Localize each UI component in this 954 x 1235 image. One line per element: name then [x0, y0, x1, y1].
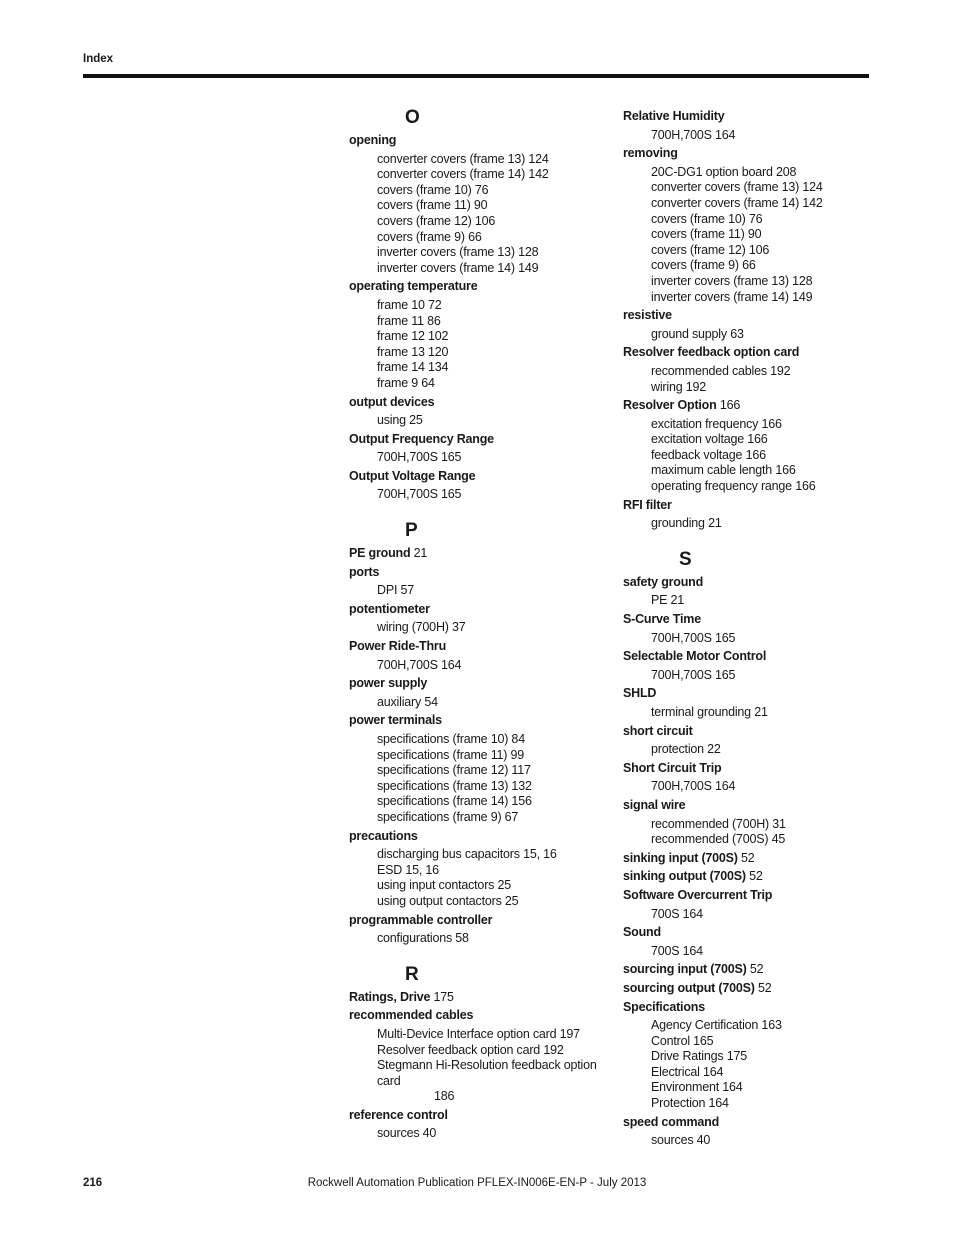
index-subentry: 700S 164 [651, 906, 703, 921]
index-term-pages: 175 [433, 989, 454, 1004]
index-term-label: Output Voltage Range [349, 468, 476, 483]
index-term-label: Short Circuit Trip [623, 760, 722, 775]
index-term [623, 1115, 863, 1131]
index-subentry: recommended (700H) 31 [651, 816, 786, 831]
index-letter-group [349, 963, 609, 1142]
index-subentries [349, 413, 609, 429]
index-term [349, 133, 609, 149]
index-term-label: Resolver feedback option card [623, 345, 800, 360]
index-subentry: specifications (frame 14) 156 [377, 794, 532, 809]
publication-info: Rockwell Automation Publication PFLEX-IN006E-EN-P - July 2013 [307, 1177, 647, 1189]
index-subentries [623, 1018, 863, 1112]
index-term [623, 761, 863, 777]
index-term-label: Software Overcurrent Trip [623, 887, 773, 902]
index-subentries [623, 327, 863, 343]
index-term-label: removing [623, 146, 678, 161]
index-subentry: 700H,700S 164 [377, 657, 462, 672]
index-term [623, 686, 863, 702]
index-term-label: sourcing output (700S) [623, 980, 755, 995]
index-subentry: sources 40 [377, 1126, 437, 1141]
index-subentries [623, 128, 863, 144]
index-term [623, 345, 863, 361]
index-letter-group [349, 519, 609, 947]
index-subentries [349, 450, 609, 466]
index-subentries [349, 658, 609, 674]
index-subentry: specifications (frame 10) 84 [377, 732, 525, 746]
index-subentry: 700S 164 [651, 943, 703, 958]
index-term-label: power supply [349, 676, 428, 691]
index-subentry: Stegmann Hi-Resolution feedback option card 186 [377, 1058, 597, 1104]
index-term-pages: 52 [749, 869, 763, 884]
index-term-label: short circuit [623, 723, 693, 738]
index-term-label: Sound [623, 925, 661, 940]
index-subentries [623, 417, 863, 495]
index-term-label: SHLD [623, 686, 657, 701]
index-subentry: excitation frequency 166 [651, 416, 782, 431]
index-subentries [623, 907, 863, 923]
index-term-label: precautions [349, 828, 418, 843]
index-subentry: 700H,700S 164 [651, 127, 736, 142]
index-subentry: inverter covers (frame 13) 128 [377, 245, 539, 260]
index-subentries [623, 165, 863, 305]
index-subentries [349, 695, 609, 711]
index-subentry: specifications (frame 11) 99 [377, 747, 525, 762]
index-term [623, 146, 863, 162]
index-term-label: RFI filter [623, 497, 672, 512]
index-subentries [623, 705, 863, 721]
index-subentry: operating frequency range 166 [651, 479, 816, 494]
index-term [623, 869, 863, 885]
index-subentry: frame 14 134 [377, 360, 449, 375]
index-subentry: ESD 15, 16 [377, 862, 439, 877]
page-number: 216 [83, 1177, 103, 1189]
index-subentry: frame 9 64 [377, 375, 435, 390]
index-subentry: configurations 58 [377, 931, 469, 946]
index-subentry: Environment 164 [651, 1080, 743, 1095]
index-subentry: DPI 57 [377, 583, 415, 598]
index-term [349, 565, 609, 581]
index-subentry: converter covers (frame 13) 124 [651, 180, 823, 195]
index-subentry: specifications (frame 9) 67 [377, 809, 519, 824]
index-subentry: using input contactors 25 [377, 878, 511, 893]
index-term-label: speed command [623, 1114, 720, 1129]
index-subentry: using output contactors 25 [377, 893, 519, 908]
index-term [349, 279, 609, 295]
index-subentries [623, 944, 863, 960]
index-subentry: Multi-Device Interface option card 197 [377, 1026, 580, 1041]
index-term-label: sinking output (700S) [623, 869, 746, 884]
index-subentry: maximum cable length 166 [651, 463, 796, 478]
index-term-label: power terminals [349, 713, 442, 728]
index-term-pages: 52 [741, 850, 755, 865]
index-subentries [349, 152, 609, 277]
index-subentries [623, 742, 863, 758]
index-subentry: covers (frame 10) 76 [377, 182, 489, 197]
index-subentry: sources 40 [651, 1133, 711, 1148]
index-subentry: wiring (700H) 37 [377, 620, 466, 635]
index-subentry: inverter covers (frame 13) 128 [651, 273, 813, 288]
index-term [623, 1000, 863, 1016]
index-term-label: opening [349, 133, 397, 147]
index-term [349, 713, 609, 729]
index-term-label: Specifications [623, 999, 705, 1014]
index-term-label: potentiometer [349, 601, 430, 616]
index-letter-heading: P [405, 520, 418, 542]
index-subentry: covers (frame 12) 106 [377, 213, 496, 228]
index-letter-group [349, 106, 609, 503]
index-term [623, 981, 863, 997]
index-subentry: covers (frame 9) 66 [651, 258, 756, 273]
index-term-pages: 21 [413, 546, 428, 561]
header-rule [83, 74, 869, 78]
index-term-label: Power Ride-Thru [349, 639, 447, 654]
index-subentry: PE 21 [651, 593, 685, 608]
index-subentry: 700H,700S 165 [651, 630, 736, 645]
index-term-label: PE ground [349, 546, 411, 561]
index-subentry: Electrical 164 [651, 1064, 724, 1079]
index-term [623, 575, 863, 591]
index-term-label: safety ground [623, 574, 704, 589]
index-term [623, 398, 863, 414]
index-subentry: Resolver feedback option card 192 [377, 1042, 564, 1057]
index-subentries [623, 631, 863, 647]
index-letter-group [623, 548, 863, 1149]
index-term [349, 990, 609, 1006]
index-subentries [349, 620, 609, 636]
index-subentries [623, 817, 863, 848]
index-subentry: ground supply 63 [651, 326, 744, 341]
index-term [623, 851, 863, 867]
index-term [349, 469, 609, 485]
index-subentry: terminal grounding 21 [651, 705, 768, 719]
index-term [623, 308, 863, 324]
index-subentry: covers (frame 11) 90 [377, 198, 488, 213]
index-term-label: output devices [349, 394, 435, 409]
index-term-label: sinking input (700S) [623, 850, 738, 865]
index-subentry: converter covers (frame 14) 142 [377, 167, 549, 182]
index-subentry: protection 22 [651, 742, 721, 757]
index-term-label: operating temperature [349, 279, 478, 294]
index-subentry: using 25 [377, 413, 423, 428]
index-subentry: discharging bus capacitors 15, 16 [377, 847, 557, 862]
index-subentries [623, 516, 863, 532]
index-subentry: specifications (frame 12) 117 [377, 763, 531, 778]
index-term [349, 546, 609, 562]
index-subentry: recommended cables 192 [651, 363, 791, 378]
index-letter-heading: R [405, 963, 419, 985]
index-subentry: excitation voltage 166 [651, 432, 768, 447]
index-term [349, 395, 609, 411]
index-subentry: frame 11 86 [377, 313, 441, 328]
index-subentry: 700H,700S 164 [651, 779, 736, 794]
index-term [349, 602, 609, 618]
index-term-label: Resolver Option [623, 398, 717, 413]
index-term [623, 888, 863, 904]
index-term [349, 913, 609, 929]
running-header: Index [83, 53, 114, 65]
index-subentry: 700H,700S 165 [377, 450, 462, 465]
index-term [349, 639, 609, 655]
index-term [349, 829, 609, 845]
index-subentry: converter covers (frame 13) 124 [377, 151, 549, 166]
index-subentry: inverter covers (frame 14) 149 [651, 289, 813, 304]
index-subentries [623, 668, 863, 684]
index-subentry: Drive Ratings 175 [651, 1049, 747, 1064]
index-subentry: frame 12 102 [377, 329, 449, 344]
index-letter-heading: O [405, 107, 420, 128]
index-subentries [349, 1126, 609, 1142]
index-letter-group [623, 109, 863, 532]
index-subentries [623, 1133, 863, 1149]
index-subentry: Control 165 [651, 1033, 714, 1048]
index-subentries [349, 487, 609, 503]
index-subentry: 700H,700S 165 [651, 667, 736, 682]
index-subentry: frame 13 120 [377, 344, 449, 359]
index-term-pages: 166 [719, 398, 741, 413]
index-subentry: converter covers (frame 14) 142 [651, 195, 823, 210]
index-term-label: Relative Humidity [623, 109, 725, 123]
index-term-label: resistive [623, 308, 672, 323]
index-subentry: Agency Certification 163 [651, 1018, 782, 1033]
index-term [623, 962, 863, 978]
index-subentry: 20C-DG1 option board 208 [651, 164, 797, 179]
index-term [349, 676, 609, 692]
index-term [623, 798, 863, 814]
index-subentry: specifications (frame 13) 132 [377, 778, 532, 793]
index-subentry: 700H,700S 165 [377, 487, 462, 502]
index-column-left [349, 106, 609, 1142]
index-subentries [349, 732, 609, 826]
index-subentry: covers (frame 9) 66 [377, 229, 482, 244]
index-subentry: covers (frame 10) 76 [651, 211, 763, 226]
index-subentries [349, 1027, 609, 1105]
index-term-label: reference control [349, 1107, 448, 1122]
index-subentry: feedback voltage 166 [651, 447, 766, 462]
index-term-label: Selectable Motor Control [623, 649, 767, 664]
index-subentry: covers (frame 11) 90 [651, 227, 762, 242]
index-term-label: Output Frequency Range [349, 431, 494, 446]
index-subentry: auxiliary 54 [377, 694, 438, 709]
index-term-label: programmable controller [349, 912, 493, 927]
index-subentry: covers (frame 12) 106 [651, 242, 770, 257]
index-subentry: Protection 164 [651, 1096, 729, 1111]
index-term-label: sourcing input (700S) [623, 962, 747, 977]
index-subentries [623, 593, 863, 609]
index-subentries [349, 847, 609, 909]
index-subentries [349, 583, 609, 599]
index-term [623, 925, 863, 941]
index-column-right [623, 106, 863, 1149]
index-subentry: inverter covers (frame 14) 149 [377, 260, 539, 275]
index-term [623, 724, 863, 740]
index-subentries [349, 931, 609, 947]
index-subentry: wiring 192 [651, 379, 706, 394]
index-subentries [349, 298, 609, 392]
index-term [623, 109, 863, 125]
index-term-label: Ratings, Drive [349, 989, 431, 1004]
index-letter-heading: S [679, 548, 692, 570]
index-term-label: S-Curve Time [623, 612, 701, 627]
index-term [623, 649, 863, 665]
index-term-pages: 52 [758, 980, 772, 995]
index-term [349, 1008, 609, 1024]
index-term-label: recommended cables [349, 1008, 474, 1023]
index-subentry: frame 10 72 [377, 297, 442, 312]
index-subentries [623, 364, 863, 395]
index-term-pages: 52 [749, 962, 764, 977]
index-term [623, 498, 863, 514]
index-term [349, 1108, 609, 1124]
index-subentry: recommended (700S) 45 [651, 832, 786, 847]
index-subentries [623, 779, 863, 795]
index-term-label: ports [349, 564, 380, 579]
index-term [623, 612, 863, 628]
index-term-label: signal wire [623, 797, 686, 812]
index-subentry: grounding 21 [651, 516, 722, 531]
index-term [349, 432, 609, 448]
